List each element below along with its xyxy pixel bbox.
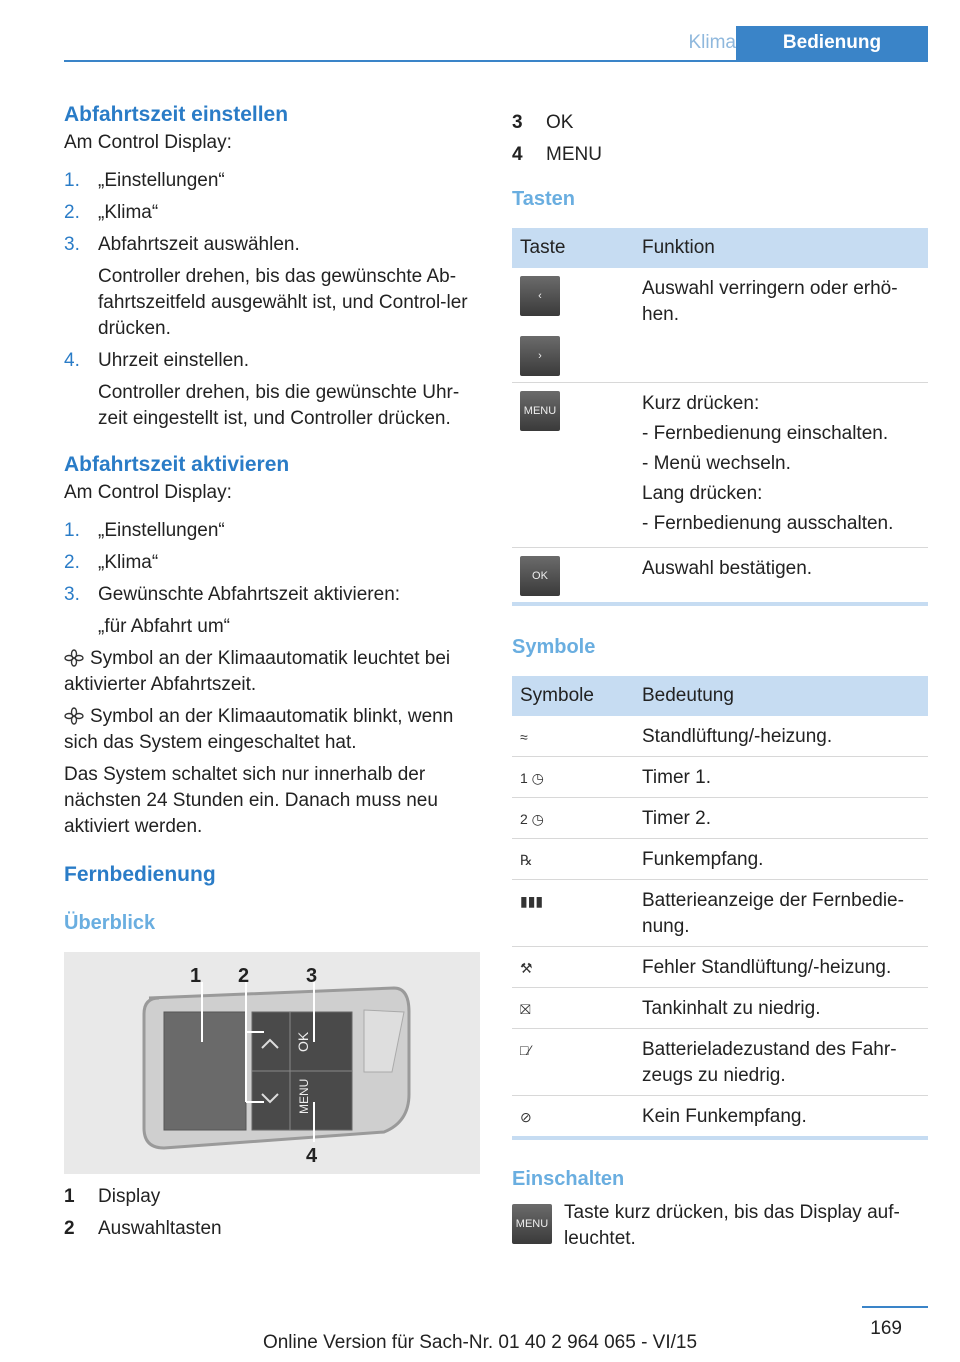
list-item: 2 Auswahltasten xyxy=(64,1218,222,1239)
remote-control-illustration xyxy=(64,952,480,1174)
left-column xyxy=(64,100,480,1248)
list-item: 1. „Einstellungen“ xyxy=(64,520,225,541)
heading-fernbedienung: Fernbedienung xyxy=(64,863,216,886)
online-version-note: Online Version für Sach-Nr. 01 40 2 964 065 - VI/15 xyxy=(262,1332,698,1353)
no-signal-icon: ⊘ xyxy=(520,1109,532,1125)
table-row: OK Auswahl bestätigen. xyxy=(512,548,928,605)
table-row: ⛝ Tankinhalt zu niedrig. xyxy=(512,988,928,1029)
list-item: 3 OK xyxy=(512,112,574,133)
right-column xyxy=(512,110,928,1252)
menu-label: MENU xyxy=(297,1078,311,1114)
list-item: 3. Abfahrtszeit auswählen. Controller drehen, bis das gewünschte Ab-fahrtszeitfeld ausgewählt ist, und Control-ler drücken. xyxy=(64,234,468,339)
image-legend xyxy=(64,1184,480,1242)
list-item: 1. „Einstellungen“ xyxy=(64,170,225,191)
wrench-icon: ⚒ xyxy=(520,960,533,976)
intro-text: Am Control Display: xyxy=(64,132,232,153)
page-header xyxy=(64,26,928,62)
table-row: ≈ Standlüftung/-heizung. xyxy=(512,716,928,757)
ok-button-icon: OK xyxy=(520,556,560,596)
callout-1: 1 xyxy=(190,965,202,987)
list-item: 3. Gewünschte Abfahrtszeit aktivieren: „für Abfahrt um“ xyxy=(64,584,401,637)
note-leuchtet: Symbol an der Klimaautomatik leuchtet bei aktivierter Abfahrtszeit. xyxy=(64,648,451,695)
image-legend-cont xyxy=(512,110,928,168)
table-row: ‹ › Auswahl verringern oder erhö-hen. xyxy=(512,268,928,383)
callout-2: 2 xyxy=(238,965,250,987)
fuel-icon: ⛝ xyxy=(520,1001,531,1017)
col-header: Symbole xyxy=(512,676,634,716)
heading-ueberblick: Überblick xyxy=(64,912,156,934)
heading-einschalten: Einschalten xyxy=(512,1168,625,1190)
timer2-icon: 2 ◷ xyxy=(520,811,544,827)
heading-abfahrtszeit-einstellen: Abfahrtszeit einstellen xyxy=(64,103,289,126)
arrow-right-icon: › xyxy=(520,336,560,376)
timer1-icon: 1 ◷ xyxy=(520,770,544,786)
table-row: ⊘ Kein Funkempfang. xyxy=(512,1096,928,1139)
standlueftung-icon: ≈ xyxy=(520,729,528,745)
page-number: 169 xyxy=(870,1318,902,1339)
header-section: Klima xyxy=(688,32,736,53)
battery-icon: ▮▮▮ xyxy=(520,893,544,909)
einschalten-block xyxy=(512,1200,928,1252)
table-row: MENU Kurz drücken: - Fernbedienung einschalten. - Menü wechseln. Lang drücken: - Fernbedienung ausschalten. xyxy=(512,383,928,548)
col-header: Bedeutung xyxy=(634,676,928,716)
table-row: 1 ◷ Timer 1. xyxy=(512,757,928,798)
steps-einstellen xyxy=(64,168,480,432)
heading-abfahrtszeit-aktivieren: Abfahrtszeit aktivieren xyxy=(64,453,290,476)
table-row: ℞ Funkempfang. xyxy=(512,839,928,880)
heading-tasten: Tasten xyxy=(512,188,575,210)
car-battery-icon: □⁄ xyxy=(520,1042,531,1058)
intro-text: Am Control Display: xyxy=(64,482,232,503)
arrow-left-icon: ‹ xyxy=(520,276,560,316)
header-chapter: Bedienung xyxy=(736,26,928,60)
table-row: ▮▮▮ Batterieanzeige der Fernbedie-nung. xyxy=(512,880,928,947)
list-item: 2. „Klima“ xyxy=(64,202,159,223)
menu-button-icon: MENU xyxy=(512,1204,552,1244)
steps-aktivieren xyxy=(64,518,480,640)
symbole-table xyxy=(512,676,928,1140)
footer-rule xyxy=(862,1306,928,1308)
funk-icon: ℞ xyxy=(520,852,533,868)
callout-3: 3 xyxy=(306,965,318,987)
list-item: 4. Uhrzeit einstellen. Controller drehen, bis die gewünschte Uhr-zeit eingestellt ist, und Controller drücken. xyxy=(64,350,460,429)
table-row: □⁄ Batterieladezustand des Fahr-zeugs zu niedrig. xyxy=(512,1029,928,1096)
heading-symbole: Symbole xyxy=(512,636,596,658)
col-header: Taste xyxy=(512,228,634,268)
note-blinkt: Symbol an der Klimaautomatik blinkt, wenn sich das System eingeschaltet hat. xyxy=(64,706,454,753)
tasten-table xyxy=(512,228,928,606)
menu-button-icon: MENU xyxy=(520,391,560,431)
table-row: ⚒ Fehler Standlüftung/-heizung. xyxy=(512,947,928,988)
table-row: 2 ◷ Timer 2. xyxy=(512,798,928,839)
list-item: 1 Display xyxy=(64,1186,161,1207)
col-header: Funktion xyxy=(634,228,928,268)
ok-label: OK xyxy=(295,1031,311,1052)
callout-4: 4 xyxy=(306,1145,318,1167)
fan-icon xyxy=(64,707,84,725)
list-item: 4 MENU xyxy=(512,144,602,165)
note-24h: Das System schaltet sich nur innerhalb der nächsten 24 Stunden ein. Danach muss neu aktiviert werden. xyxy=(64,764,438,837)
list-item: 2. „Klima“ xyxy=(64,552,159,573)
fan-icon xyxy=(64,649,84,667)
einschalten-text: Taste kurz drücken, bis das Display auf-leuchtet. xyxy=(564,1202,900,1249)
remote-control-image xyxy=(64,952,480,1174)
